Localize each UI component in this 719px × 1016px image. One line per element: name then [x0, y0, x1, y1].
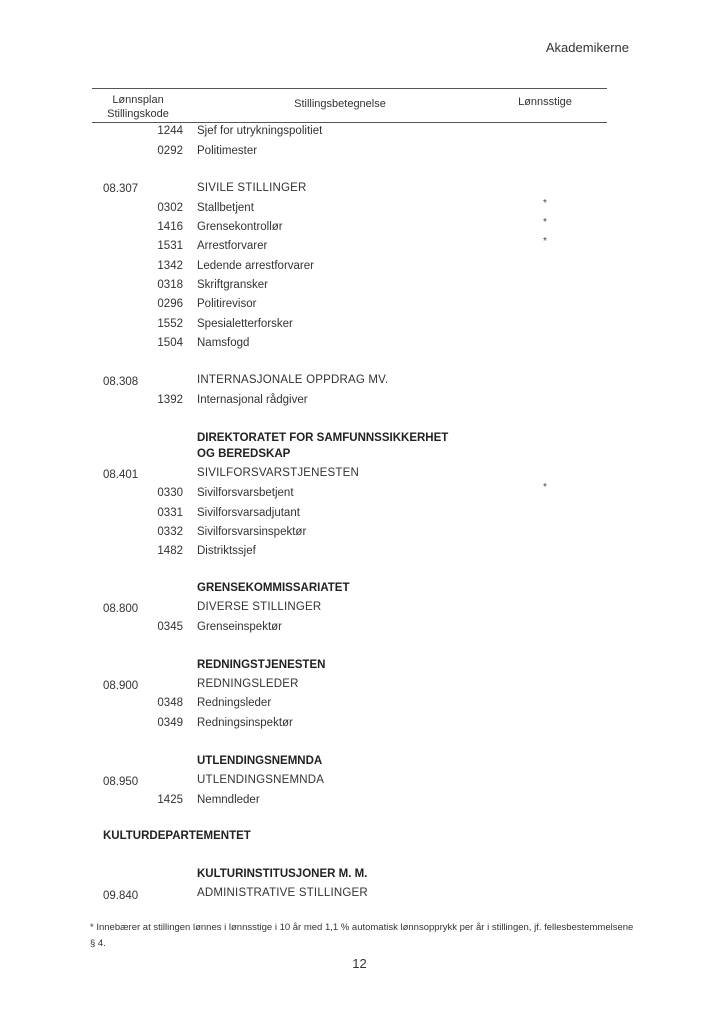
position-title: Namsfogd: [197, 337, 250, 349]
plan-number: 08.401: [103, 469, 139, 481]
position-code: 0292: [157, 145, 183, 157]
section-title: UTLENDINGSNEMNDA: [197, 774, 325, 786]
salary-scale-marker: *: [543, 236, 547, 247]
section-title: ADMINISTRATIVE STILLINGER: [197, 887, 368, 899]
plan-number: 08.900: [103, 680, 139, 692]
position-code: 1416: [157, 221, 183, 233]
position-title: Redningsinspektør: [197, 717, 293, 729]
position-code: 0345: [157, 621, 183, 633]
page-number: 12: [352, 956, 367, 971]
salary-scale-marker: *: [543, 482, 547, 493]
position-code: 1482: [157, 545, 183, 557]
position-code: 0332: [157, 526, 183, 538]
agency-name-line1: DIREKTORATET FOR SAMFUNNSSIKKERHET: [197, 432, 449, 444]
position-code: 0348: [157, 697, 183, 709]
position-code: 0318: [157, 279, 183, 291]
position-title: Stallbetjent: [197, 202, 254, 214]
position-title: Grenseinspektør: [197, 621, 283, 633]
position-code: 1425: [157, 794, 183, 806]
plan-number: 08.800: [103, 603, 139, 615]
position-title: Skriftgransker: [197, 279, 268, 291]
position-title: Sivilforsvarsbetjent: [197, 487, 294, 499]
plan-number: 09.840: [103, 890, 139, 902]
header-lonnsplan: [92, 93, 184, 121]
header-lonnsplan-line1: Lønnsplan: [112, 94, 164, 106]
agency-heading: KULTURINSTITUSJONER M. M.: [197, 868, 368, 880]
position-title: Redningsleder: [197, 697, 272, 709]
position-title: Politimester: [197, 145, 258, 157]
position-code: 0302: [157, 202, 183, 214]
agency-heading: GRENSEKOMMISSARIATET: [197, 582, 350, 594]
ministry-heading: KULTURDEPARTEMENTET: [103, 830, 251, 842]
section-title: INTERNASJONALE OPPDRAG MV.: [197, 374, 389, 386]
organization-name: Akademikerne: [545, 40, 629, 55]
position-title: Nemndleder: [197, 794, 260, 806]
position-code: 1244: [157, 125, 183, 137]
plan-number: 08.950: [103, 776, 139, 788]
position-code: 0349: [157, 717, 183, 729]
section-title: REDNINGSLEDER: [197, 678, 299, 690]
position-code: 1504: [157, 337, 183, 349]
position-title: Spesialetterforsker: [197, 318, 293, 330]
plan-number: 08.307: [103, 183, 139, 195]
position-code: 0331: [157, 507, 183, 519]
header-lonnsstige: Lønnsstige: [518, 96, 572, 108]
salary-scale-marker: *: [543, 198, 547, 209]
section-title: SIVILE STILLINGER: [197, 182, 307, 194]
header-lonnsplan-line2: Stillingskode: [107, 108, 169, 120]
section-title: SIVILFORSVARSTJENESTEN: [197, 467, 360, 479]
position-title: Distriktssjef: [197, 545, 256, 557]
table-header-rule: [92, 122, 607, 123]
position-title: Internasjonal rådgiver: [197, 394, 308, 406]
header-stillingsbetegnelse: Stillingsbetegnelse: [294, 98, 386, 110]
section-title: DIVERSE STILLINGER: [197, 601, 322, 613]
position-title: Politirevisor: [197, 298, 257, 310]
position-title: Sjef for utrykningspolitiet: [197, 125, 323, 137]
position-title: Arrestforvarer: [197, 240, 268, 252]
position-title: Sivilforsvarsadjutant: [197, 507, 300, 519]
position-title: Sivilforsvarsinspektør: [197, 526, 307, 538]
agency-heading: REDNINGSTJENESTEN: [197, 659, 326, 671]
agency-heading: UTLENDINGSNEMNDA: [197, 755, 323, 767]
position-code: 0330: [157, 487, 183, 499]
table-top-rule: [92, 88, 607, 89]
agency-name-line2: OG BEREDSKAP: [197, 448, 291, 460]
position-code: 0296: [157, 298, 183, 310]
position-code: 1342: [157, 260, 183, 272]
plan-number: 08.308: [103, 376, 139, 388]
salary-scale-marker: *: [543, 217, 547, 228]
footnote: * Innebærer at stillingen lønnes i lønnsstige i 10 år med 1,1 % automatisk lønnsopprykk per år i stillingen, jf. fellesbestemmelsene § 4.: [90, 922, 634, 949]
position-code: 1552: [157, 318, 183, 330]
position-title: Ledende arrestforvarer: [197, 260, 314, 272]
position-title: Grensekontrollør: [197, 221, 283, 233]
position-code: 1531: [157, 240, 183, 252]
position-code: 1392: [157, 394, 183, 406]
